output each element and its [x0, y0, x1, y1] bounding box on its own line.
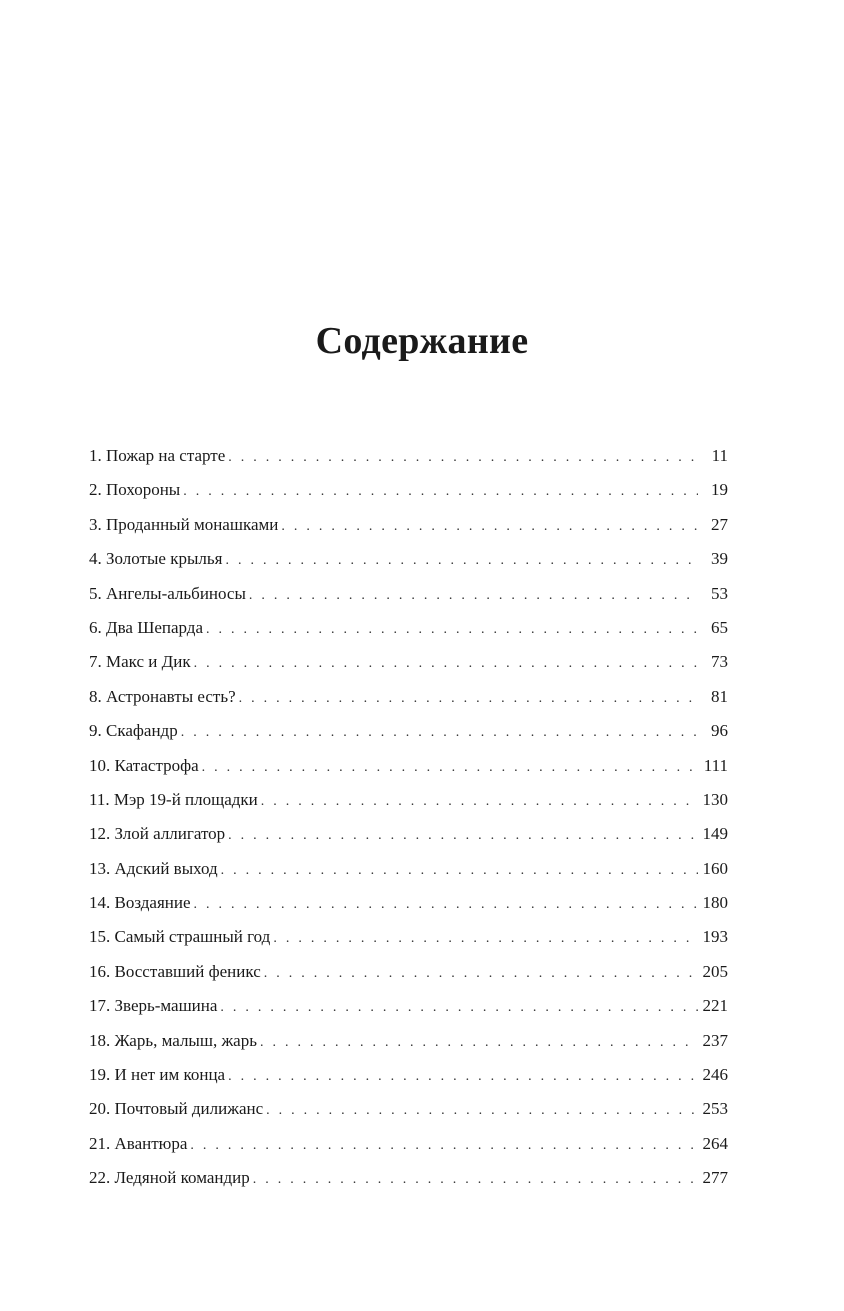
- toc-entry-title: 16. Восставший феникс: [89, 961, 261, 981]
- toc-entry-page: 130: [702, 789, 728, 809]
- toc-entry-title: 21. Авантюра: [89, 1133, 188, 1153]
- toc-dot-leader: [190, 1133, 698, 1159]
- toc-entry-title: 14. Воздаяние: [89, 893, 191, 913]
- toc-entry[interactable]: [89, 1165, 728, 1199]
- toc-entry-page: 39: [711, 549, 728, 569]
- toc-dot-leader: [249, 583, 698, 609]
- toc-entry-page: 264: [702, 1133, 728, 1153]
- toc-dot-leader: [273, 926, 698, 952]
- toc-entry-title: 18. Жарь, малыш, жарь: [89, 1030, 257, 1050]
- toc-dot-leader: [225, 548, 698, 574]
- toc-entry[interactable]: [89, 753, 728, 787]
- toc-dot-leader: [261, 789, 698, 815]
- toc-entry-title: 1. Пожар на старте: [89, 446, 226, 465]
- toc-entry[interactable]: [89, 1028, 728, 1062]
- toc-dot-leader: [183, 479, 698, 505]
- toc-dot-leader: [264, 961, 698, 987]
- toc-entry-title: 6. Два Шепарда: [89, 617, 204, 637]
- toc-entry-page: 193: [702, 927, 728, 947]
- toc-entry-title: 7. Макс и Дик: [89, 652, 191, 672]
- toc-entry[interactable]: [89, 546, 728, 580]
- toc-entry-title: 5. Ангелы-альбиносы: [89, 583, 246, 603]
- toc-dot-leader: [228, 823, 698, 849]
- toc-dot-leader: [253, 1167, 698, 1193]
- toc-entry-page: 96: [711, 721, 728, 741]
- toc-entry[interactable]: [89, 718, 728, 752]
- toc-dot-leader: [228, 1064, 698, 1090]
- toc-entry-page: 149: [702, 824, 728, 844]
- toc-entry[interactable]: [89, 890, 728, 924]
- toc-entry-title: 19. И нет им конца: [89, 1065, 226, 1085]
- toc-entry[interactable]: [89, 649, 728, 683]
- toc-entry[interactable]: [89, 856, 728, 890]
- toc-entry-title: 20. Почтовый дилижанс: [89, 1099, 264, 1119]
- toc-entry[interactable]: [89, 581, 728, 615]
- toc-entry-title: 3. Проданный монашками: [89, 514, 279, 534]
- toc-dot-leader: [239, 686, 698, 712]
- toc-entry[interactable]: [89, 684, 728, 718]
- toc-entry-page: 205: [702, 961, 728, 981]
- toc-entry[interactable]: [89, 924, 728, 958]
- toc-dot-leader: [266, 1098, 698, 1124]
- toc-entry-title: 8. Астронавты есть?: [89, 686, 236, 706]
- toc-entry-page: 277: [702, 1168, 728, 1188]
- toc-entry-page: 19: [711, 480, 728, 500]
- toc-dot-leader: [221, 858, 698, 884]
- toc-entry-title: 13. Адский выход: [89, 858, 218, 878]
- toc-entry-page: 237: [702, 1030, 728, 1050]
- toc-entry[interactable]: [89, 1131, 728, 1165]
- toc-dot-leader: [181, 720, 698, 746]
- toc-entry-title: 4. Золотые крылья: [89, 549, 223, 569]
- toc-entry-title: 17. Зверь-машина: [89, 996, 218, 1016]
- toc-dot-leader: [206, 617, 698, 643]
- toc-dot-leader: [260, 1030, 698, 1056]
- toc-entry-page: 65: [711, 617, 728, 637]
- toc-dot-leader: [220, 995, 698, 1021]
- toc-entry[interactable]: [89, 512, 728, 546]
- toc-entry[interactable]: [89, 1096, 728, 1130]
- toc-entry-page: 246: [702, 1065, 728, 1085]
- toc-entry[interactable]: [89, 993, 728, 1027]
- toc-entry-page: 73: [711, 652, 728, 672]
- toc-entry-title: 2. Похороны: [89, 480, 181, 500]
- toc-entry-page: 253: [702, 1099, 728, 1119]
- toc-entry-title: 15. Самый страшный год: [89, 927, 271, 947]
- toc-entry[interactable]: [89, 787, 728, 821]
- toc-entry-page: 53: [711, 583, 728, 603]
- toc-entry[interactable]: [89, 1062, 728, 1096]
- toc-entry-page: 160: [702, 858, 728, 878]
- toc-entry-page: 180: [702, 893, 728, 913]
- table-of-contents: [89, 443, 728, 1200]
- toc-dot-leader: [194, 651, 698, 677]
- toc-dot-leader: [194, 892, 698, 918]
- toc-dot-leader: [281, 514, 698, 540]
- toc-entry-page: 27: [711, 514, 728, 534]
- toc-dot-leader: [228, 445, 698, 471]
- toc-entry[interactable]: [89, 821, 728, 855]
- toc-entry-page: 111: [703, 755, 728, 775]
- toc-entry[interactable]: [89, 477, 728, 511]
- toc-entry[interactable]: [89, 443, 728, 477]
- toc-entry-title: 22. Ледяной командир: [89, 1168, 250, 1188]
- page-title: Содержание: [315, 320, 529, 363]
- toc-entry[interactable]: [89, 615, 728, 649]
- toc-dot-leader: [202, 755, 698, 781]
- toc-entry-page: 11: [711, 446, 728, 465]
- toc-entry-title: 11. Мэр 19-й площадки: [89, 789, 258, 809]
- toc-entry-title: 10. Катастрофа: [89, 755, 199, 775]
- toc-entry[interactable]: [89, 959, 728, 993]
- toc-entry-page: 81: [711, 686, 728, 706]
- toc-entry-title: 9. Скафандр: [89, 721, 178, 741]
- toc-entry-page: 221: [702, 996, 728, 1016]
- toc-entry-title: 12. Злой аллигатор: [89, 824, 226, 844]
